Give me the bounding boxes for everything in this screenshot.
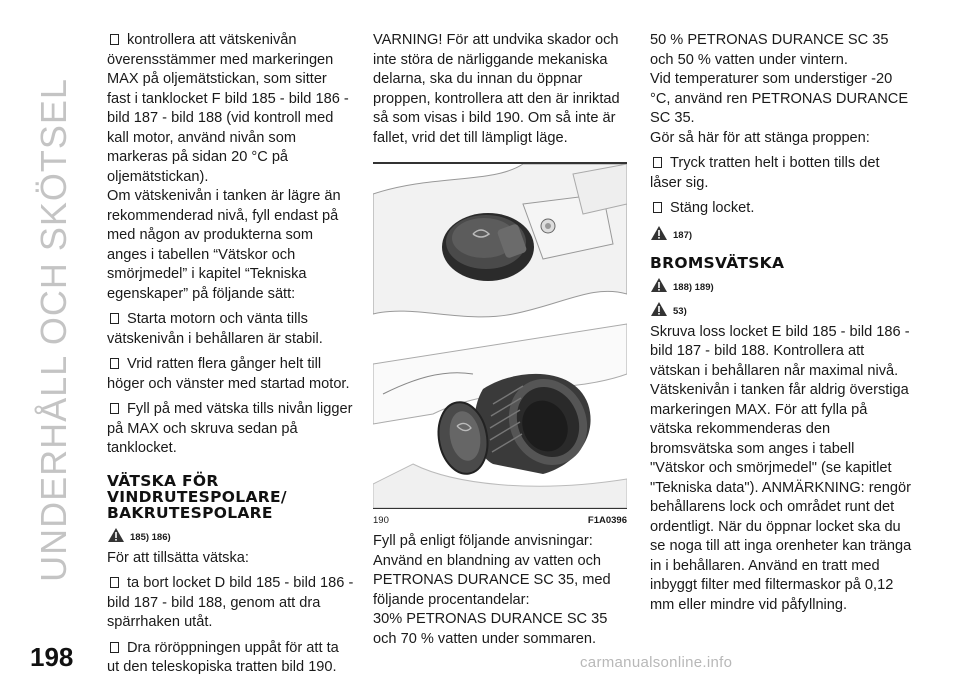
- bullet-check-level: kontrollera att vätskenivån överensstämmer med markeringen MAX på oljemätstickan, som sitter fast i tanklocket F bild 185 - bild 186 - bild 187 - bild 188 (vid kontroll med kall motor, använd nivån som markeras på sidan 20 °C på oljemätstickan).: [107, 32, 349, 185]
- bullet-push-funnel: Tryck tratten helt i botten tills det låser sig.: [650, 155, 880, 191]
- warning-ref-brake-2: 53): [650, 299, 912, 317]
- bullet-box-icon: [110, 642, 119, 653]
- warning-triangle-icon: [650, 225, 668, 241]
- column-3: [650, 31, 912, 615]
- bullet-box-icon: [110, 358, 119, 369]
- paragraph-summer-mix: 30% PETRONAS DURANCE SC 35 och 70 % vatten under sommaren.: [373, 611, 608, 647]
- bullet-box-icon: [653, 202, 662, 213]
- warning-triangle-icon: [107, 527, 125, 543]
- bullet-turn-wheel: Vrid ratten flera gånger helt till höger och vänster med startad motor.: [107, 356, 350, 392]
- paragraph-top-up: För att tillsätta vätska:: [107, 549, 249, 566]
- bullet-box-icon: [110, 403, 119, 414]
- section-side-title: UNDERHÅLL OCH SKÖTSEL: [33, 78, 74, 582]
- bullet-box-icon: [653, 157, 662, 168]
- column-2: [373, 31, 627, 649]
- bullet-close-lid: Stäng locket.: [650, 199, 912, 219]
- column-1: [107, 31, 354, 678]
- bullet-box-icon: [110, 313, 119, 324]
- bullet-pull-funnel: Dra röröppningen uppåt för att ta ut den teleskopiska tratten bild 190.: [107, 639, 339, 675]
- warning-ref-brake-1: 188) 189): [650, 275, 912, 293]
- paragraph-winter-mix: 50 % PETRONAS DURANCE SC 35 och 50 % vatten under vintern.: [650, 32, 889, 68]
- paragraph-instructions: Fyll på enligt följande anvisningar: Använd en blandning av vatten och PETRONAS DURANCE SC 35, med följande procentandelar:: [373, 533, 611, 608]
- paragraph-warning: VARNING! För att undvika skador och inte störa de närliggande mekaniska delarna, ska du innan du öppnar proppen, kontrollera att den är inriktad så som visas i bild 190. Om så inte är fallet, vrid det till lämpligt läge.: [373, 32, 620, 146]
- heading-brake-fluid: BROMSVÄTSKA: [650, 253, 785, 272]
- heading-washer-fluid: VÄTSKA FÖR VINDRUTESPOLARE/ BAKRUTESPOLARE: [107, 471, 287, 522]
- washer-reservoir-illustration: [373, 164, 627, 508]
- bullet-start-engine: Starta motorn och vänta tills vätskenivån i behållaren är stabil.: [107, 311, 323, 347]
- paragraph-close-instructions: Gör så här för att stänga proppen:: [650, 129, 870, 146]
- figure-190: [373, 162, 627, 524]
- bullet-fill-fluid: Fyll på med vätska tills nivån ligger på MAX och skruva sedan på tanklocket.: [107, 401, 353, 456]
- page-number: 198: [30, 642, 74, 672]
- paragraph-low-level: Om vätskenivån i tanken är lägre än rekommenderad nivå, fyll endast på med någon av produkterna som anges i tabellen “Vätskor och smörjmedel” i kapitel “Tekniska egenskaper” på följande sätt:: [107, 188, 341, 302]
- figure-bottom-rule: [373, 508, 627, 509]
- warning-ref-washer: 185) 186): [107, 525, 354, 543]
- bullet-box-icon: [110, 577, 119, 588]
- warning-ref-close: 187): [650, 223, 912, 241]
- bullet-box-icon: [110, 34, 119, 45]
- paragraph-brake-instructions: Skruva loss locket E bild 185 - bild 186 - bild 187 - bild 188. Kontrollera att vätskan i behållaren når maximal nivå. Vätskenivån i tanken får aldrig överstiga markeringen MAX. För att fylla på vätska rekommenderas den bromsvätska som anges i tabell "Vätskor och smörjmedel" (se kapitlet "Tekniska data"). ANMÄRKNING: rengör behållarens lock och området runt det ordentligt. När du öppnar locket ska du se noga till att inga orenheter kan tränga in i behållaren. Använd en tratt med inbyggt filter med filtermaskor på 0,12 mm eller mindre vid påfyllning.: [650, 323, 912, 613]
- warning-triangle-icon: [650, 301, 668, 317]
- bullet-remove-cap: ta bort locket D bild 185 - bild 186 - bild 187 - bild 188, genom att dra spärrhaken utåt.: [107, 575, 354, 630]
- figure-caption: [373, 511, 627, 524]
- paragraph-cold-temps: Vid temperaturer som understiger -20 °C, använd ren PETRONAS DURANCE SC 35.: [650, 71, 909, 126]
- figure-code: F1A0396: [587, 515, 627, 526]
- warning-triangle-icon: [650, 277, 668, 293]
- watermark: carmanualsonline.info: [580, 654, 733, 671]
- figure-number: 190: [373, 515, 389, 526]
